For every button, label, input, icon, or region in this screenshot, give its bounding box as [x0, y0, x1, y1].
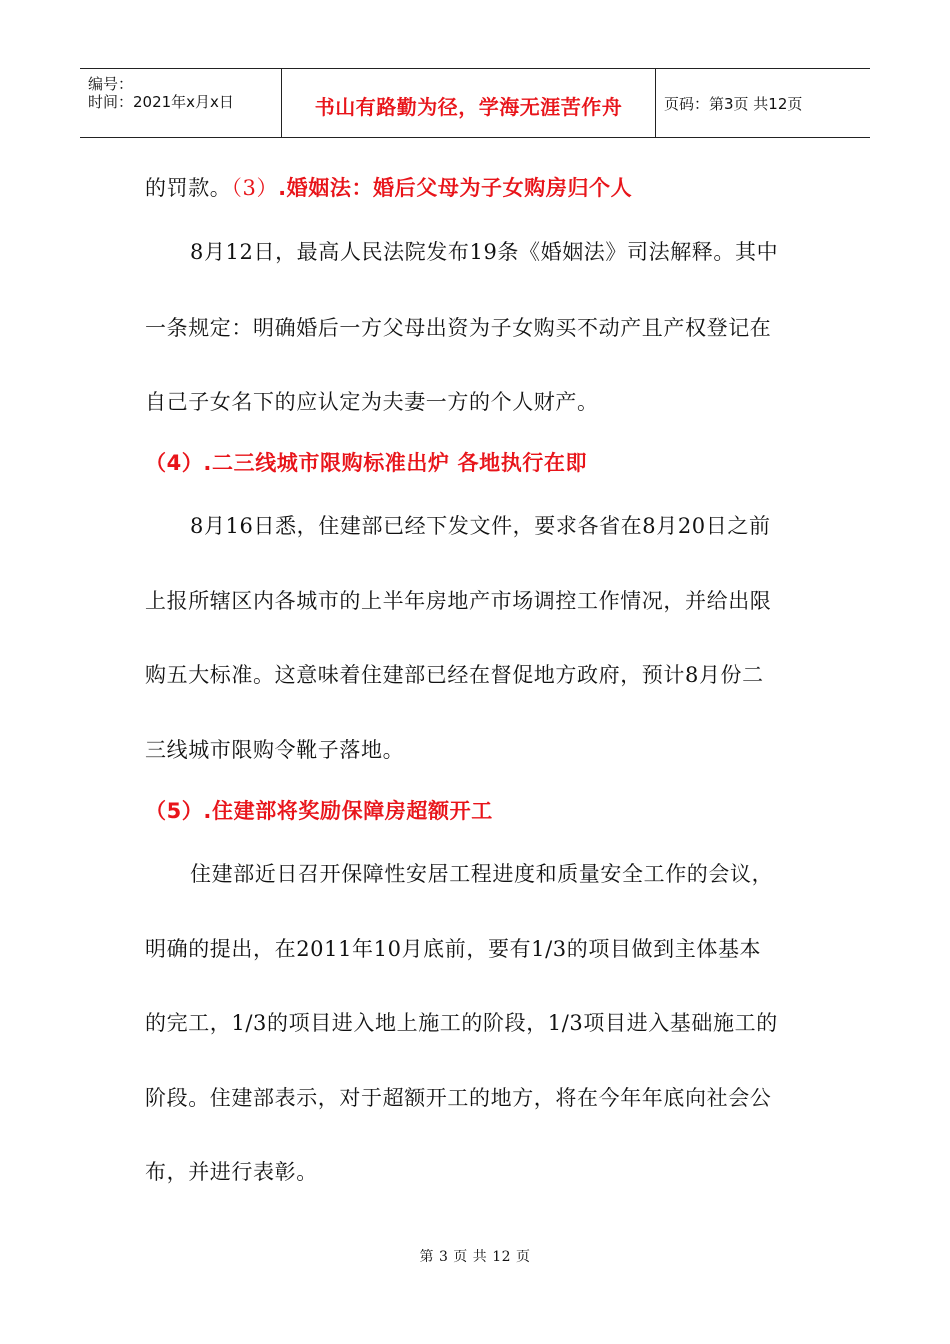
section-number-3: （3） [231, 176, 279, 200]
paragraph-line: 购五大标准。这意味着住建部已经在督促地方政府，预计8月份二 [145, 663, 764, 687]
section-heading-4: （4）.二三线城市限购标准出炉 各地执行在即 [145, 451, 588, 475]
section-heading-5: （5）.住建部将奖励保障房超额开工 [145, 799, 493, 823]
paragraph-line: 布，并进行表彰。 [145, 1160, 318, 1184]
section-heading-3: .婚姻法：婚后父母为子女购房归个人 [278, 176, 633, 200]
doc-date-label: 时间：2021年x月x日 [88, 93, 234, 111]
paragraph-line: 自己子女名下的应认定为夫妻一方的个人财产。 [145, 390, 599, 414]
header-motto-cell [282, 69, 656, 137]
header-page-info: 页码：第3页 共12页 [664, 95, 803, 113]
paragraph-line: 住建部近日召开保障性安居工程进度和质量安全工作的会议， [190, 862, 774, 886]
paragraph-line [145, 172, 632, 202]
doc-number-label: 编号： [88, 75, 134, 93]
header-table [80, 68, 870, 138]
paragraph-line: 三线城市限购令靴子落地。 [145, 738, 405, 762]
paragraph-line: 明确的提出，在2011年10月底前，要有1/3的项目做到主体基本 [145, 937, 762, 961]
paragraph-line: 的完工，1/3的项目进入地上施工的阶段，1/3项目进入基础施工的 [145, 1011, 778, 1035]
header-motto: 书山有路勤为径，学海无涯苦作舟 [314, 95, 623, 119]
paragraph-line: 一条规定：明确婚后一方父母出资为子女购买不动产且产权登记在 [145, 316, 772, 340]
line-text: 的罚款。 [145, 176, 232, 200]
paragraph-line: 上报所辖区内各城市的上半年房地产市场调控工作情况，并给出限 [145, 589, 772, 613]
paragraph-line: 阶段。住建部表示，对于超额开工的地方，将在今年年底向社会公 [145, 1086, 772, 1110]
header-page-cell [656, 69, 870, 137]
paragraph-line: 8月12日，最高人民法院发布19条《婚姻法》司法解释。其中 [190, 240, 779, 264]
page-footer: 第 3 页 共 12 页 [419, 1249, 531, 1265]
header-meta-cell [80, 69, 282, 137]
paragraph-line: 8月16日悉，住建部已经下发文件，要求各省在8月20日之前 [190, 514, 771, 538]
